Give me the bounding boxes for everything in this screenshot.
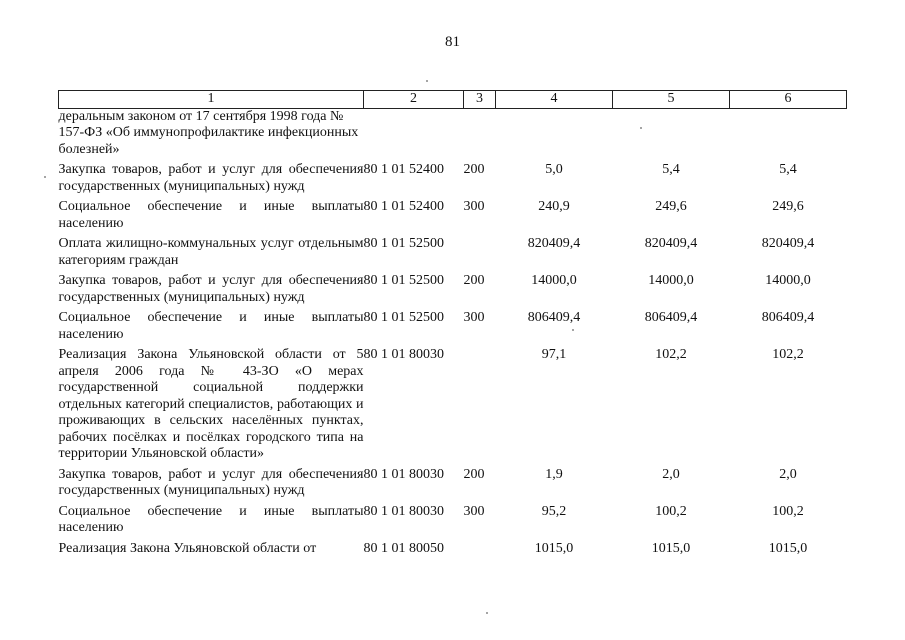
row-value-col5: 820409,4 <box>644 236 698 251</box>
row-value-col5: 806409,4 <box>644 310 698 325</box>
row-type: 200 <box>463 273 485 288</box>
row-type: 200 <box>463 162 485 177</box>
row-value-col6: 2,0 <box>779 466 797 482</box>
table-row <box>59 541 847 562</box>
row-value-col4: 240,9 <box>538 199 570 214</box>
row-value-col4: 820409,4 <box>527 236 581 251</box>
row-code: 80 1 01 52500 <box>363 236 444 251</box>
row-name: Социальное обеспечение и иные выплаты населению <box>58 310 364 342</box>
column-header-1: 1 <box>59 91 364 109</box>
row-code: 80 1 01 80030 <box>363 503 444 519</box>
row-code: 80 1 01 80050 <box>363 540 444 556</box>
row-value-col5: 249,6 <box>655 199 687 214</box>
row-value-col4: 97,1 <box>541 347 567 362</box>
table-row <box>59 108 847 162</box>
row-value-col5: 1015,0 <box>651 540 691 556</box>
row-value-col4: 5,0 <box>545 162 563 177</box>
row-type <box>464 236 496 273</box>
row-type: 300 <box>463 310 485 325</box>
table-body <box>59 108 847 561</box>
table-row <box>59 504 847 541</box>
row-name: Реализация Закона Ульяновской области от 5 апреля 2006 года № 43-ЗО «О мерах государственной социальной поддержки отдельных категорий специалистов, работающих и проживающих в сельских населённых пунктах, рабочих посёлках и посёлках городского типа на территории Ульяновской области» <box>58 347 364 461</box>
row-code: 80 1 01 80030 <box>363 347 444 362</box>
row-value-col5: 14000,0 <box>648 273 694 288</box>
row-value-col6: 100,2 <box>772 503 804 519</box>
row-name: Закупка товаров, работ и услуг для обеспечения государственных (муниципальных) нужд <box>58 273 364 305</box>
row-value-col5: 100,2 <box>655 503 687 519</box>
row-value-col5 <box>613 108 730 162</box>
row-value-col5: 102,2 <box>655 347 687 362</box>
row-value-col4: 1015,0 <box>534 540 574 556</box>
row-value-col5: 2,0 <box>662 466 680 482</box>
row-value-col6: 102,2 <box>772 347 804 362</box>
row-name: деральным законом от 17 сентября 1998 года № 157-ФЗ «Об иммунопрофилактике инфекционных болезней» <box>58 108 359 157</box>
scan-speck <box>426 80 428 82</box>
row-type: 300 <box>463 503 485 519</box>
table-row <box>59 162 847 199</box>
row-type: 300 <box>463 199 485 214</box>
table-header <box>59 91 847 109</box>
row-type <box>464 541 496 562</box>
scan-speck <box>486 612 488 614</box>
row-code: 80 1 01 52400 <box>363 199 444 214</box>
row-code: 80 1 01 52400 <box>363 162 444 177</box>
row-value-col4 <box>496 108 613 162</box>
row-code: 80 1 01 80030 <box>363 466 444 482</box>
column-header-2: 2 <box>364 91 464 109</box>
budget-table <box>58 90 847 561</box>
row-name: Закупка товаров, работ и услуг для обеспечения государственных (муниципальных) нужд <box>58 162 364 194</box>
scan-speck <box>44 176 46 178</box>
row-value-col4: 806409,4 <box>527 310 581 325</box>
row-code: 80 1 01 52500 <box>363 273 444 288</box>
row-code: 80 1 01 52500 <box>363 310 444 325</box>
row-value-col6: 5,4 <box>779 162 797 177</box>
table-row <box>59 199 847 236</box>
row-code <box>364 108 464 162</box>
row-value-col6: 14000,0 <box>765 273 811 288</box>
table-row <box>59 347 847 467</box>
row-type <box>464 347 496 467</box>
row-type <box>464 108 496 162</box>
column-header-4: 4 <box>496 91 613 109</box>
page-number: 81 <box>445 34 460 50</box>
row-name: Закупка товаров, работ и услуг для обеспечения государственных (муниципальных) нужд <box>58 466 364 498</box>
column-header-6: 6 <box>730 91 847 109</box>
column-header-5: 5 <box>613 91 730 109</box>
row-value-col4: 1,9 <box>545 466 563 482</box>
row-value-col6: 820409,4 <box>761 236 815 251</box>
table-row <box>59 467 847 504</box>
row-value-col6: 1015,0 <box>768 540 808 556</box>
row-value-col4: 14000,0 <box>531 273 577 288</box>
row-type: 200 <box>463 466 485 482</box>
row-value-col6: 806409,4 <box>761 310 815 325</box>
table-row <box>59 273 847 310</box>
row-name: Социальное обеспечение и иные выплаты населению <box>58 503 364 535</box>
row-name: Оплата жилищно-коммунальных услуг отдельным категориям граждан <box>58 236 364 268</box>
row-value-col5: 5,4 <box>662 162 680 177</box>
row-name: Социальное обеспечение и иные выплаты населению <box>58 199 364 231</box>
row-name: Реализация Закона Ульяновской области от <box>58 540 317 556</box>
scan-speck <box>640 127 642 129</box>
row-value-col4: 95,2 <box>541 503 567 519</box>
column-header-3: 3 <box>464 91 496 109</box>
table-row <box>59 310 847 347</box>
scan-speck <box>572 329 574 331</box>
row-value-col6: 249,6 <box>772 199 804 214</box>
row-value-col6 <box>730 108 847 162</box>
table-row <box>59 236 847 273</box>
